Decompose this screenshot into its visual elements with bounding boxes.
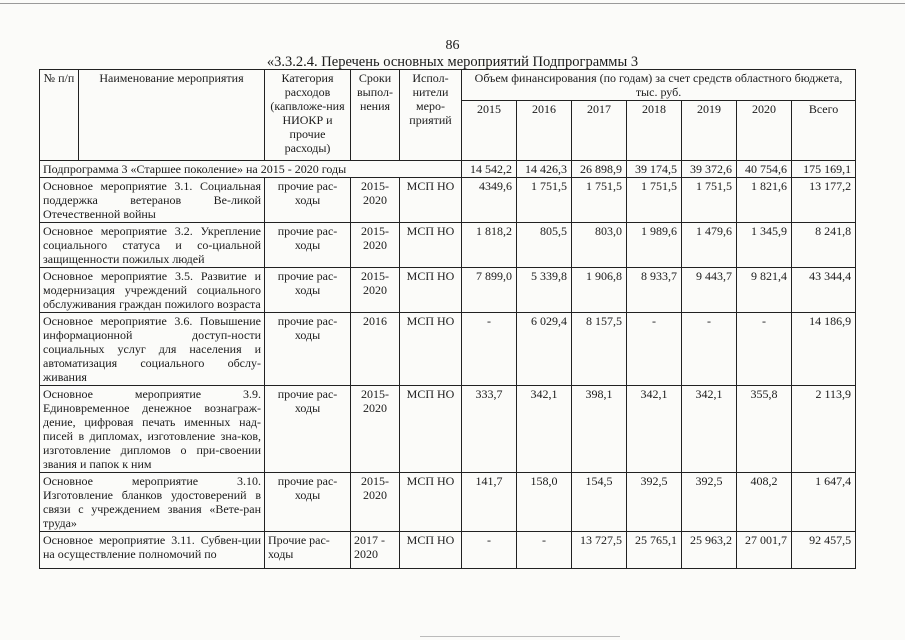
- value-cell: -: [682, 313, 737, 386]
- value-cell: 1 751,5: [682, 178, 737, 223]
- header-executors: Испол-нители меро-приятий: [400, 70, 462, 161]
- header-row: [40, 70, 856, 101]
- total-cell: 92 457,5: [792, 532, 856, 569]
- value-cell: 25 765,1: [627, 532, 682, 569]
- total-cell: 2 113,9: [792, 386, 856, 473]
- subtotal-value: 39 372,6: [682, 161, 737, 178]
- terms: 2015-2020: [351, 473, 400, 532]
- value-cell: 9 443,7: [682, 268, 737, 313]
- executor: МСП НО: [400, 223, 462, 268]
- expense-category: прочие рас-ходы: [265, 178, 351, 223]
- value-cell: 1 751,5: [517, 178, 572, 223]
- value-cell: 1 821,6: [737, 178, 792, 223]
- value-cell: 342,1: [517, 386, 572, 473]
- value-cell: 154,5: [572, 473, 627, 532]
- value-cell: 1 479,6: [682, 223, 737, 268]
- table-row: [40, 532, 856, 569]
- value-cell: 6 029,4: [517, 313, 572, 386]
- value-cell: 805,5: [517, 223, 572, 268]
- header-financing: Объем финансирования (по годам) за счет средств областного бюджета, тыс. руб.: [462, 70, 856, 101]
- expense-category: Прочие рас-ходы: [265, 532, 351, 569]
- executor: МСП НО: [400, 386, 462, 473]
- value-cell: -: [462, 532, 517, 569]
- header-number: № п/п: [40, 70, 79, 161]
- subtotal-value: 39 174,5: [627, 161, 682, 178]
- value-cell: 803,0: [572, 223, 627, 268]
- value-cell: 1 989,6: [627, 223, 682, 268]
- value-cell: 342,1: [682, 386, 737, 473]
- terms: 2015-2020: [351, 386, 400, 473]
- value-cell: -: [737, 313, 792, 386]
- measure-name: Основное мероприятие 3.11. Субвен-ции на осуществление полномочий по: [40, 532, 265, 569]
- table-row: [40, 223, 856, 268]
- value-cell: 392,5: [627, 473, 682, 532]
- executor: МСП НО: [400, 178, 462, 223]
- header-measure-name: Наименование мероприятия: [79, 70, 265, 161]
- scan-artifact-line: [420, 636, 620, 637]
- executor: МСП НО: [400, 473, 462, 532]
- value-cell: 141,7: [462, 473, 517, 532]
- value-cell: 408,2: [737, 473, 792, 532]
- terms: 2016: [351, 313, 400, 386]
- value-cell: 1 751,5: [627, 178, 682, 223]
- value-cell: 1 345,9: [737, 223, 792, 268]
- header-year: 2018: [627, 101, 682, 161]
- value-cell: 1 818,2: [462, 223, 517, 268]
- expense-category: прочие рас-ходы: [265, 223, 351, 268]
- expense-category: прочие рас-ходы: [265, 473, 351, 532]
- measure-name: Основное мероприятие 3.9. Единовременное денежное вознаграж-дение, цифровая печать именных над-писей в дипломах, изготовление зна-ков, изготовление дипломов о при-своении звания и папок к ним: [40, 386, 265, 473]
- value-cell: 4349,6: [462, 178, 517, 223]
- value-cell: 8 933,7: [627, 268, 682, 313]
- table-row: [40, 178, 856, 223]
- value-cell: 5 339,8: [517, 268, 572, 313]
- executor: МСП НО: [400, 313, 462, 386]
- value-cell: 342,1: [627, 386, 682, 473]
- page-number: 86: [445, 38, 460, 53]
- measure-name: Основное мероприятие 3.1. Социальная поддержка ветеранов Ве-ликой Отечественной войны: [40, 178, 265, 223]
- header-year: 2015: [462, 101, 517, 161]
- value-cell: 1 906,8: [572, 268, 627, 313]
- subtotal-total: 175 169,1: [792, 161, 856, 178]
- value-cell: 9 821,4: [737, 268, 792, 313]
- subtotal-value: 40 754,6: [737, 161, 792, 178]
- table-row: [40, 268, 856, 313]
- header-terms: Сроки выпол-нения: [351, 70, 400, 161]
- terms: 2015-2020: [351, 223, 400, 268]
- terms: 2017 - 2020: [351, 532, 400, 569]
- value-cell: 158,0: [517, 473, 572, 532]
- expense-category: прочие рас-ходы: [265, 268, 351, 313]
- header-expense-category: Категория расходов (капвложе-ния НИОКР и прочие расходы): [265, 70, 351, 161]
- scan-artifact-line: [0, 3, 905, 4]
- measure-name: Основное мероприятие 3.5. Развитие и модернизация учреждений социального обслуживания граждан пожилого возраста: [40, 268, 265, 313]
- expense-category: прочие рас-ходы: [265, 386, 351, 473]
- total-cell: 43 344,4: [792, 268, 856, 313]
- total-cell: 13 177,2: [792, 178, 856, 223]
- terms: 2015-2020: [351, 178, 400, 223]
- measure-name: Основное мероприятие 3.2. Укрепление социального статуса и со-циальной защищенности пожилых людей: [40, 223, 265, 268]
- header-total: Всего: [792, 101, 856, 161]
- measures-table: [39, 69, 856, 569]
- value-cell: 333,7: [462, 386, 517, 473]
- value-cell: 355,8: [737, 386, 792, 473]
- value-cell: 1 751,5: [572, 178, 627, 223]
- value-cell: 8 157,5: [572, 313, 627, 386]
- measure-name: Основное мероприятие 3.10. Изготовление бланков удостоверений в связи с учреждением звания «Вете-ран труда»: [40, 473, 265, 532]
- subtotal-value: 26 898,9: [572, 161, 627, 178]
- subtotal-value: 14 542,2: [462, 161, 517, 178]
- table-row: [40, 473, 856, 532]
- value-cell: 7 899,0: [462, 268, 517, 313]
- value-cell: 398,1: [572, 386, 627, 473]
- table-row: [40, 386, 856, 473]
- table-row: [40, 313, 856, 386]
- subtotal-label: Подпрограмма 3 «Старшее поколение» на 2015 - 2020 годы: [40, 161, 462, 178]
- document-title: «3.3.2.4. Перечень основных мероприятий Подпрограммы 3: [266, 54, 639, 70]
- total-cell: 8 241,8: [792, 223, 856, 268]
- terms: 2015-2020: [351, 268, 400, 313]
- header-year: 2017: [572, 101, 627, 161]
- header-year: 2016: [517, 101, 572, 161]
- value-cell: 25 963,2: [682, 532, 737, 569]
- value-cell: 392,5: [682, 473, 737, 532]
- value-cell: 27 001,7: [737, 532, 792, 569]
- subtotal-row: [40, 161, 856, 178]
- expense-category: прочие рас-ходы: [265, 313, 351, 386]
- header-year: 2019: [682, 101, 737, 161]
- executor: МСП НО: [400, 268, 462, 313]
- value-cell: 13 727,5: [572, 532, 627, 569]
- executor: МСП НО: [400, 532, 462, 569]
- subtotal-value: 14 426,3: [517, 161, 572, 178]
- total-cell: 1 647,4: [792, 473, 856, 532]
- value-cell: -: [462, 313, 517, 386]
- value-cell: -: [517, 532, 572, 569]
- header-year: 2020: [737, 101, 792, 161]
- total-cell: 14 186,9: [792, 313, 856, 386]
- value-cell: -: [627, 313, 682, 386]
- measure-name: Основное мероприятие 3.6. Повышение информационной доступ-ности социальных услуг для населения и автоматизация социального обслу-живания: [40, 313, 265, 386]
